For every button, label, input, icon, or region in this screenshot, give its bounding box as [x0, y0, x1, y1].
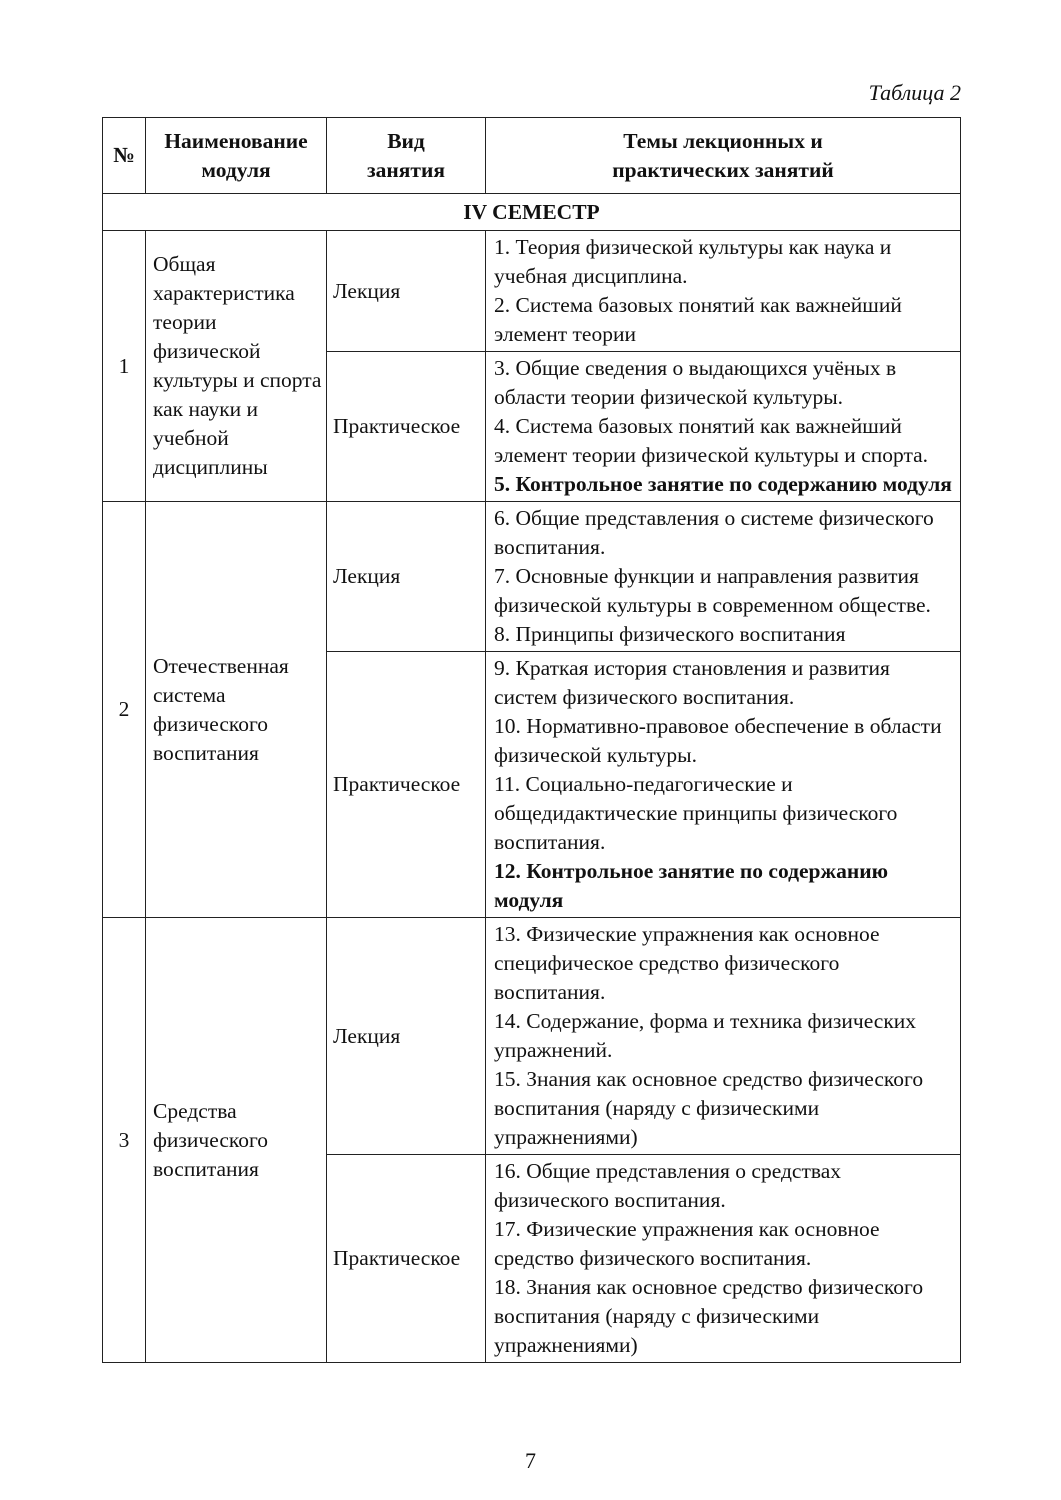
lecture-topics: [486, 231, 961, 352]
lesson-kind-lecture: Лекция: [327, 231, 486, 352]
topic-item: 1. Теория физической культуры как наука и учебная дисциплина.: [494, 235, 892, 288]
topic-item: 11. Социально-педагогические и общедидактические принципы физического воспитания.: [494, 772, 898, 854]
topic-item: 7. Основные функции и направления развития физической культуры в современном обществе.: [494, 564, 931, 617]
topic-item: 3. Общие сведения о выдающихся учёных в области теории физической культуры.: [494, 356, 897, 409]
module-lecture-row: [103, 918, 961, 1155]
lesson-kind-practice: Практическое: [327, 352, 486, 502]
semester-label: IV СЕМЕСТР: [103, 194, 961, 231]
lesson-kind-lecture: Лекция: [327, 918, 486, 1155]
topic-item: 4. Система базовых понятий как важнейший элемент теории физической культуры и спорта.: [494, 414, 929, 467]
header-module-name: Наименование модуля: [146, 118, 327, 194]
module-number: 3: [103, 918, 146, 1363]
topic-item: 12. Контрольное занятие по содержанию модуля: [494, 859, 889, 912]
module-number: 2: [103, 502, 146, 918]
topic-item: 18. Знания как основное средство физического воспитания (наряду с физическими упражнениями): [494, 1275, 924, 1357]
table-caption: Таблица 2: [868, 80, 961, 105]
header-num: №: [103, 118, 146, 194]
lecture-topics: [486, 918, 961, 1155]
module-lecture-row: [103, 231, 961, 352]
topic-item: 13. Физические упражнения как основное специфическое средство физического воспитания.: [494, 922, 880, 1004]
module-name: Отечественная система физического воспитания: [146, 502, 327, 918]
page-number: 7: [525, 1448, 536, 1473]
header-topics: Темы лекционных и практических занятий: [486, 118, 961, 194]
topic-item: 10. Нормативно-правовое обеспечение в области физической культуры.: [494, 714, 942, 767]
lecture-topics: [486, 502, 961, 652]
curriculum-table: [102, 117, 961, 1363]
topic-item: 6. Общие представления о системе физического воспитания.: [494, 506, 934, 559]
header-lesson-kind: Вид занятия: [327, 118, 486, 194]
module-name: Средства физического воспитания: [146, 918, 327, 1363]
practice-topics: [486, 652, 961, 918]
lesson-kind-practice: Практическое: [327, 652, 486, 918]
topic-item: 5. Контрольное занятие по содержанию модуля: [494, 472, 952, 496]
lesson-kind-practice: Практическое: [327, 1155, 486, 1363]
topic-item: 16. Общие представления о средствах физического воспитания.: [494, 1159, 842, 1212]
module-number: 1: [103, 231, 146, 502]
module-lecture-row: [103, 502, 961, 652]
topic-item: 9. Краткая история становления и развития систем физического воспитания.: [494, 656, 890, 709]
topic-item: 14. Содержание, форма и техника физических упражнений.: [494, 1009, 917, 1062]
lesson-kind-lecture: Лекция: [327, 502, 486, 652]
header-row: [103, 118, 961, 194]
topic-item: 17. Физические упражнения как основное средство физического воспитания.: [494, 1217, 880, 1270]
topic-item: 8. Принципы физического воспитания: [494, 622, 846, 646]
semester-row: [103, 194, 961, 231]
topic-item: 15. Знания как основное средство физического воспитания (наряду с физическими упражнениями): [494, 1067, 924, 1149]
module-name: Общая характеристика теории физической культуры и спорта как науки и учебной дисциплины: [146, 231, 327, 502]
practice-topics: [486, 1155, 961, 1363]
practice-topics: [486, 352, 961, 502]
topic-item: 2. Система базовых понятий как важнейший элемент теории: [494, 293, 902, 346]
